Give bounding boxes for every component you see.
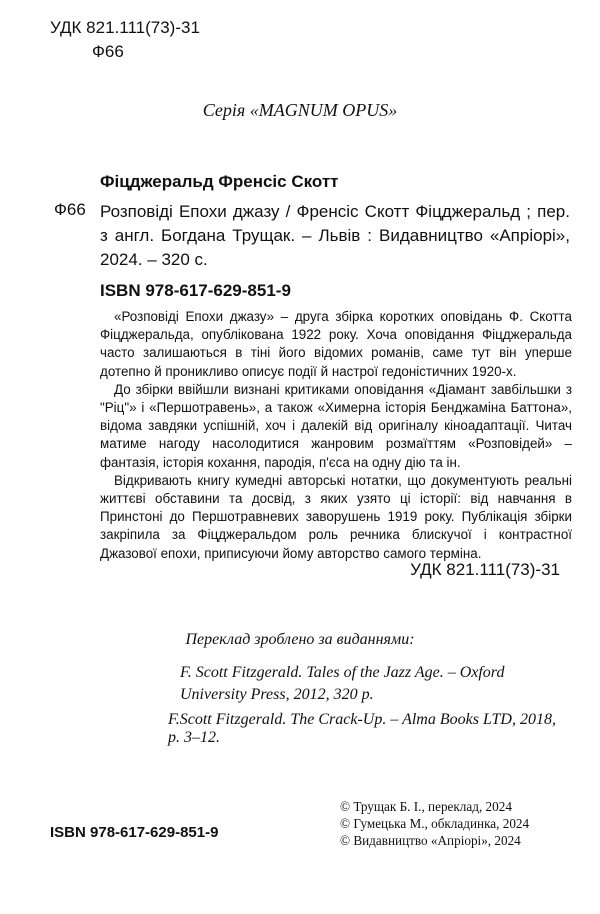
abstract-paragraph: До збірки ввійшли визнані критиками оповідання «Діамант завбільшки з "Ріц"» і «Першотравень», а також «Химерна історія Бенджаміна Баттона», відома завдяки успішній, хоч і далекій від оригіналу кіноадаптації. Читач матиме нагоду насолодитися жанровим розмаїттям «Розповідей» – фантазія, історія кохання, пародія, п'єса на одну дію та ін. xyxy=(100,381,572,470)
translation-source-1: F. Scott Fitzgerald. Tales of the Jazz Age. – Oxford University Press, 2012, 320 p. xyxy=(180,664,505,703)
isbn-footer: ISBN 978-617-629-851-9 xyxy=(50,824,219,841)
bibliographic-description: Розповіді Епохи джазу / Френсіс Скотт Фіцджеральд ; пер. з англ. Богдана Трущак. – Львів : Видавництво «Апріорі», 2024. – 320 с. xyxy=(100,202,570,269)
abstract-paragraph: «Розповіді Епохи джазу» – друга збірка коротких оповідань Ф. Скотта Фіцджеральда, опублікована 1922 року. Хоча оповідання Фіцджеральда часто залишаються в тіні його відомих романів, саме тут він уперше дотепно й проникливо описує події й настрої гедоністичних 1920-х. xyxy=(100,309,572,379)
udk-header-block xyxy=(50,16,200,64)
series-title: Серія «MAGNUM OPUS» xyxy=(202,100,398,120)
classification-code: Ф66 xyxy=(54,200,86,219)
isbn-main: ISBN 978-617-629-851-9 xyxy=(100,281,291,300)
copyright-line: © Видавництво «Апріорі», 2024 xyxy=(340,833,521,848)
abstract-paragraph: Відкривають книгу кумедні авторські нотатки, що документують реальні життєві обставини та досвід, з яких узято ці історії: від навчання в Принстоні до Першотравневих заворушень 1919 року. Публікація збірки закріпила за Фіцджеральдом роль речника блискучої і контрастної Джазової епохи, приписуючи йому авторство самого терміна. xyxy=(100,472,572,561)
copyright-line: © Трущак Б. І., переклад, 2024 xyxy=(340,799,512,814)
udk-code-top: УДК 821.111(73)-31 xyxy=(50,18,200,37)
classification-code-top: Ф66 xyxy=(92,42,124,61)
translation-source-2: F.Scott Fitzgerald. The Crack-Up. – Alma Books LTD, 2018, p. 3–12. xyxy=(168,711,556,746)
abstract xyxy=(100,308,572,563)
udk-code-abstract: УДК 821.111(73)-31 xyxy=(410,560,560,579)
copyright-block xyxy=(340,798,529,849)
author-name: Фіцджеральд Френсіс Скотт xyxy=(100,172,339,191)
translation-heading: Переклад зроблено за виданнями: xyxy=(185,631,415,648)
copyright-line: © Гумецька М., обкладинка, 2024 xyxy=(340,816,530,831)
